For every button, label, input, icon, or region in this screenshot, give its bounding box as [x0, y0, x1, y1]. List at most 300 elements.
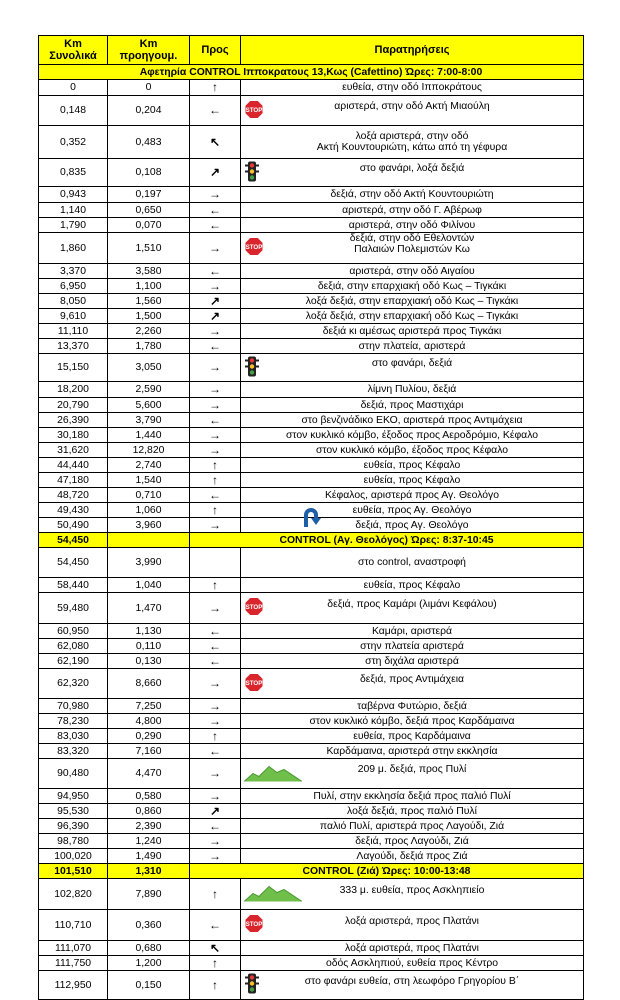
remarks-text: λοξά δεξιά, προς παλιό Πυλί: [347, 805, 477, 817]
cell-km-total: 59,480: [39, 593, 108, 624]
cell-km-total: 78,230: [39, 714, 108, 729]
remarks-text: ευθεία, στην οδό Ιπποκράτους: [342, 82, 482, 93]
table-row: [39, 413, 584, 428]
cell-km-total: 110,710: [39, 910, 108, 941]
cell-direction-arrow: ↑: [190, 971, 241, 1000]
cell-km-previous: 0,150: [108, 971, 190, 1000]
remarks-text: στον κυκλικό κόμβο, δεξιά προς Καρδάμαινα: [309, 715, 515, 727]
cell-km-previous: 3,790: [108, 413, 190, 428]
cell-remarks: [241, 744, 584, 759]
cell-km-previous: 3,050: [108, 354, 190, 382]
cell-direction-arrow: ↑: [190, 458, 241, 473]
table-row: [39, 80, 584, 96]
cell-km-total: 83,030: [39, 729, 108, 744]
cell-direction-arrow: ↑: [190, 80, 241, 96]
cell-remarks: [241, 578, 584, 593]
table-row: [39, 759, 584, 789]
cell-km-previous: 0,290: [108, 729, 190, 744]
table-row: [39, 126, 584, 159]
cell-km-total: 102,820: [39, 879, 108, 910]
cell-direction-arrow: →: [190, 187, 241, 203]
remarks-text: ευθεία, προς Κέφαλο: [363, 579, 461, 591]
cell-direction-arrow: ←: [190, 639, 241, 654]
cell-km-previous: 1,100: [108, 279, 190, 294]
cell-km-total: 0,835: [39, 159, 108, 187]
table-row: [39, 428, 584, 443]
cell-km-previous: 1,510: [108, 233, 190, 264]
remarks-text: δεξιά κι αμέσως αριστερά προς Τιγκάκι: [322, 325, 502, 337]
cell-km-previous: 3,990: [108, 548, 190, 578]
cell-km-total: 30,180: [39, 428, 108, 443]
remarks-text: ταβέρνα Φυτώριο, δεξιά: [357, 700, 467, 712]
table-row: [39, 473, 584, 488]
cell-direction-arrow: ←: [190, 624, 241, 639]
cell-km-previous: 4,800: [108, 714, 190, 729]
cell-km-total: 94,950: [39, 789, 108, 804]
remarks-text: δεξιά, προς Αγ. Θεολόγο: [355, 519, 469, 531]
remarks-text: στο control, αναστροφή: [358, 557, 466, 568]
cell-km-previous: 7,890: [108, 879, 190, 910]
cell-direction-arrow: ←: [190, 264, 241, 279]
remarks-text: δεξιά, στην οδό Εθελοντών Παλαιών Πολεμιστών Κω: [349, 233, 475, 255]
remarks-text: ευθεία, προς Κέφαλο: [363, 459, 461, 471]
table-row: [39, 819, 584, 834]
cell-km-previous: 0,580: [108, 789, 190, 804]
cell-km-total: 62,320: [39, 669, 108, 699]
cell-remarks: [241, 669, 584, 699]
table-row: [39, 971, 584, 1000]
cell-km-previous: 0,483: [108, 126, 190, 159]
cell-remarks: [241, 789, 584, 804]
remarks-text: δεξιά, προς Μαστιχάρι: [360, 399, 464, 411]
table-row: [39, 910, 584, 941]
cell-km-previous: 1,200: [108, 956, 190, 971]
cell-km-total: 96,390: [39, 819, 108, 834]
cell-direction-arrow: →: [190, 324, 241, 339]
cell-km-total: 0,943: [39, 187, 108, 203]
cell-km-total: 49,430: [39, 503, 108, 518]
cell-km-total: 60,950: [39, 624, 108, 639]
table-row: [39, 639, 584, 654]
cell-remarks: [241, 849, 584, 864]
remarks-text: στην πλατεία, αριστερά: [358, 340, 466, 352]
control-band-row: [39, 864, 584, 879]
band-km-total: 101,510: [39, 864, 108, 879]
cell-km-total: 111,750: [39, 956, 108, 971]
header-remarks: Παρατηρήσεις: [241, 36, 584, 65]
cell-direction-arrow: ←: [190, 488, 241, 503]
header-direction: Προς: [190, 36, 241, 65]
cell-direction-arrow: ←: [190, 96, 241, 126]
cell-km-total: 8,050: [39, 294, 108, 309]
cell-km-total: 1,860: [39, 233, 108, 264]
cell-remarks: [241, 159, 584, 187]
cell-km-previous: 0,070: [108, 218, 190, 233]
cell-remarks: [241, 264, 584, 279]
table-row: [39, 382, 584, 398]
cell-direction-arrow: ←: [190, 413, 241, 428]
remarks-text: λοξά αριστερά, στην οδό Ακτή Κουντουριώτη, κάτω από τη γέφυρα: [316, 131, 508, 153]
remarks-text: στην πλατεία αριστερά: [360, 640, 464, 652]
cell-km-previous: 0,204: [108, 96, 190, 126]
remarks-text: στο βενζινάδικο ΕΚΟ, αριστερά προς Αντιμάχεια: [301, 414, 523, 426]
table-row: [39, 714, 584, 729]
table-row: [39, 699, 584, 714]
cell-km-total: 62,080: [39, 639, 108, 654]
remarks-text: δεξιά, στην οδό Ακτή Κουντουριώτη: [330, 189, 494, 200]
table-header-row: [39, 36, 584, 65]
svg-text:STOP: STOP: [245, 679, 263, 687]
cell-km-total: 0: [39, 80, 108, 96]
cell-remarks: [241, 819, 584, 834]
cell-remarks: [241, 382, 584, 398]
cell-remarks: [241, 639, 584, 654]
cell-km-total: 26,390: [39, 413, 108, 428]
table-row: [39, 159, 584, 187]
remarks-text: στη διχάλα αριστερά: [365, 655, 459, 667]
cell-km-previous: 12,820: [108, 443, 190, 458]
remarks-text: Κέφαλος, αριστερά προς Αγ. Θεολόγο: [324, 489, 500, 501]
cell-remarks: [241, 759, 584, 789]
cell-km-total: 54,450: [39, 548, 108, 578]
cell-remarks: [241, 428, 584, 443]
cell-direction-arrow: →: [190, 759, 241, 789]
table-row: [39, 354, 584, 382]
band-title: CONTROL (Ζιά) Ώρες: 10:00-13:48: [190, 864, 584, 879]
remarks-text: ευθεία, προς Κέφαλο: [363, 474, 461, 486]
cell-km-previous: 7,250: [108, 699, 190, 714]
cell-km-total: 0,148: [39, 96, 108, 126]
cell-km-previous: 2,390: [108, 819, 190, 834]
cell-direction-arrow: ←: [190, 339, 241, 354]
table-row: [39, 669, 584, 699]
cell-remarks: [241, 279, 584, 294]
cell-remarks: [241, 488, 584, 503]
cell-km-total: 44,440: [39, 458, 108, 473]
remarks-text: λοξά αριστερά, προς Πλατάνι: [345, 942, 479, 954]
cell-remarks: [241, 187, 584, 203]
cell-remarks: [241, 910, 584, 941]
cell-km-previous: 1,780: [108, 339, 190, 354]
table-row: [39, 593, 584, 624]
cell-km-total: 98,780: [39, 834, 108, 849]
table-row: [39, 203, 584, 218]
remarks-text: 209 μ. δεξιά, προς Πυλί: [357, 764, 467, 775]
svg-text:STOP: STOP: [245, 604, 263, 612]
cell-direction-arrow: ↗: [190, 804, 241, 819]
cell-direction-arrow: ↖: [190, 126, 241, 159]
table-row: [39, 624, 584, 639]
remarks-text: λοξά δεξιά, στην επαρχιακή οδό Κως – Τιγκάκι: [305, 310, 519, 322]
cell-km-total: 1,140: [39, 203, 108, 218]
cell-km-previous: 2,590: [108, 382, 190, 398]
cell-remarks: [241, 294, 584, 309]
table-row: [39, 279, 584, 294]
remarks-text: στον κυκλικό κόμβο, έξοδος προς Κέφαλο: [315, 444, 509, 456]
cell-km-total: 83,320: [39, 744, 108, 759]
cell-remarks: [241, 413, 584, 428]
cell-direction-arrow: →: [190, 714, 241, 729]
cell-km-total: 62,190: [39, 654, 108, 669]
cell-km-previous: 1,470: [108, 593, 190, 624]
cell-km-previous: 0: [108, 80, 190, 96]
cell-km-previous: 1,240: [108, 834, 190, 849]
cell-km-total: 1,790: [39, 218, 108, 233]
svg-text:STOP: STOP: [245, 106, 263, 114]
cell-km-total: 100,020: [39, 849, 108, 864]
cell-km-previous: 5,600: [108, 398, 190, 413]
cell-km-previous: 1,440: [108, 428, 190, 443]
cell-remarks: [241, 96, 584, 126]
cell-remarks: [241, 324, 584, 339]
table-row: [39, 578, 584, 593]
table-row: [39, 96, 584, 126]
cell-remarks: [241, 218, 584, 233]
cell-km-previous: 0,110: [108, 639, 190, 654]
table-row: [39, 443, 584, 458]
cell-remarks: [241, 233, 584, 264]
u-turn-icon: [300, 506, 322, 530]
cell-km-total: 47,180: [39, 473, 108, 488]
table-row: [39, 339, 584, 354]
cell-direction-arrow: →: [190, 518, 241, 533]
svg-text:STOP: STOP: [245, 244, 263, 252]
table-row: [39, 744, 584, 759]
cell-km-total: 58,440: [39, 578, 108, 593]
cell-remarks: [241, 309, 584, 324]
remarks-text: Λαγούδι, δεξιά προς Ζιά: [356, 850, 468, 862]
cell-direction-arrow: →: [190, 789, 241, 804]
cell-direction-arrow: →: [190, 354, 241, 382]
table-row: [39, 187, 584, 203]
cell-direction-arrow: [190, 548, 241, 578]
table-row: [39, 324, 584, 339]
cell-remarks: [241, 941, 584, 956]
cell-km-total: 11,110: [39, 324, 108, 339]
cell-direction-arrow: →: [190, 428, 241, 443]
table-row: [39, 548, 584, 578]
table-row: [39, 488, 584, 503]
table-row: [39, 398, 584, 413]
cell-km-previous: 0,710: [108, 488, 190, 503]
cell-remarks: [241, 473, 584, 488]
table-row: [39, 849, 584, 864]
remarks-text: δεξιά, προς Αντιμάχεια: [359, 674, 465, 685]
cell-direction-arrow: →: [190, 382, 241, 398]
cell-remarks: [241, 126, 584, 159]
cell-direction-arrow: ←: [190, 203, 241, 218]
remarks-text: Πυλί, στην εκκλησία δεξιά προς παλιό Πυλί: [313, 790, 511, 802]
table-row: [39, 834, 584, 849]
cell-km-total: 6,950: [39, 279, 108, 294]
cell-direction-arrow: ←: [190, 744, 241, 759]
svg-text:STOP: STOP: [245, 921, 263, 929]
cell-km-previous: 1,060: [108, 503, 190, 518]
cell-direction-arrow: →: [190, 279, 241, 294]
table-row: [39, 294, 584, 309]
cell-remarks: [241, 624, 584, 639]
table-row: [39, 804, 584, 819]
cell-km-total: 70,980: [39, 699, 108, 714]
table-row: [39, 956, 584, 971]
remarks-text: Καμάρι, αριστερά: [371, 625, 453, 637]
cell-km-previous: 3,960: [108, 518, 190, 533]
cell-remarks: [241, 879, 584, 910]
control-band-row: [39, 533, 584, 548]
cell-km-previous: 0,680: [108, 941, 190, 956]
remarks-text: στον κυκλικό κόμβο, έξοδος προς Αεροδρόμιο, Κέφαλο: [285, 429, 539, 441]
cell-km-total: 111,070: [39, 941, 108, 956]
remarks-text: οδός Ασκληπιού, ευθεία προς Κέντρο: [325, 957, 499, 969]
remarks-text: στο φανάρι, λοξά δεξιά: [359, 163, 465, 174]
cell-direction-arrow: →: [190, 443, 241, 458]
cell-direction-arrow: ←: [190, 218, 241, 233]
cell-km-total: 95,530: [39, 804, 108, 819]
table-row: [39, 458, 584, 473]
cell-remarks: [241, 654, 584, 669]
cell-remarks: [241, 699, 584, 714]
cell-km-total: 20,790: [39, 398, 108, 413]
cell-direction-arrow: ↑: [190, 473, 241, 488]
cell-remarks: [241, 458, 584, 473]
route-body: [39, 65, 584, 1000]
cell-direction-arrow: ↑: [190, 503, 241, 518]
table-row: [39, 729, 584, 744]
cell-km-total: 9,610: [39, 309, 108, 324]
remarks-text: στο φανάρι ευθεία, στη λεωφόρο Γρηγορίου Β΄: [304, 975, 520, 987]
cell-direction-arrow: ↑: [190, 578, 241, 593]
header-km-total: Km Συνολικά: [39, 36, 108, 65]
control-band-row: [39, 65, 584, 80]
cell-km-previous: 3,580: [108, 264, 190, 279]
table-row: [39, 309, 584, 324]
cell-remarks: [241, 518, 584, 533]
cell-direction-arrow: →: [190, 233, 241, 264]
remarks-text: ευθεία, προς Αγ. Θεολόγο: [352, 504, 472, 516]
cell-km-previous: 0,650: [108, 203, 190, 218]
remarks-text: Καρδάμαινα, αριστερά στην εκκλησία: [326, 745, 498, 757]
cell-km-previous: 7,160: [108, 744, 190, 759]
cell-direction-arrow: →: [190, 849, 241, 864]
band-title: Αφετηρία CONTROL Ιπποκρατους 13,Κως (Cafettino) Ώρες: 7:00-8:00: [39, 65, 584, 80]
cell-direction-arrow: ↗: [190, 294, 241, 309]
band-km-total: 54,450: [39, 533, 108, 548]
cell-direction-arrow: ↖: [190, 941, 241, 956]
cell-remarks: [241, 971, 584, 1000]
cell-km-total: 0,352: [39, 126, 108, 159]
band-title: CONTROL (Αγ. Θεολόγος) Ώρες: 8:37-10:45: [190, 533, 584, 548]
cell-remarks: [241, 80, 584, 96]
table-row: [39, 879, 584, 910]
cell-direction-arrow: ↑: [190, 729, 241, 744]
cell-km-total: 3,370: [39, 264, 108, 279]
cell-km-total: 50,490: [39, 518, 108, 533]
cell-direction-arrow: ←: [190, 910, 241, 941]
table-row: [39, 941, 584, 956]
cell-remarks: [241, 503, 584, 518]
remarks-text: λοξά αριστερά, προς Πλατάνι: [345, 915, 479, 927]
table-row: [39, 654, 584, 669]
cell-direction-arrow: ←: [190, 654, 241, 669]
cell-remarks: [241, 593, 584, 624]
cell-km-previous: 0,860: [108, 804, 190, 819]
cell-direction-arrow: →: [190, 669, 241, 699]
remarks-text: δεξιά, προς Λαγούδι, Ζιά: [355, 835, 469, 847]
cell-km-previous: 0,108: [108, 159, 190, 187]
cell-km-previous: 1,490: [108, 849, 190, 864]
cell-km-previous: 2,260: [108, 324, 190, 339]
cell-direction-arrow: ↑: [190, 879, 241, 910]
remarks-text: αριστερά, στην οδό Γ. Αβέρωφ: [342, 204, 482, 216]
cell-direction-arrow: →: [190, 699, 241, 714]
cell-direction-arrow: ↑: [190, 956, 241, 971]
cell-remarks: [241, 714, 584, 729]
remarks-text: στο φανάρι, δεξιά: [371, 358, 453, 369]
cell-km-total: 90,480: [39, 759, 108, 789]
cell-km-previous: 1,040: [108, 578, 190, 593]
cell-remarks: [241, 203, 584, 218]
route-table: [38, 35, 584, 1000]
cell-km-previous: 1,500: [108, 309, 190, 324]
remarks-text: αριστερά, στην οδό Ακτή Μιαούλη: [334, 101, 490, 112]
cell-km-total: 18,200: [39, 382, 108, 398]
cell-km-total: 15,150: [39, 354, 108, 382]
table-row: [39, 264, 584, 279]
cell-direction-arrow: ←: [190, 819, 241, 834]
cell-km-previous: 1,130: [108, 624, 190, 639]
cell-direction-arrow: ↗: [190, 159, 241, 187]
cell-direction-arrow: →: [190, 834, 241, 849]
table-row: [39, 218, 584, 233]
cell-remarks: [241, 834, 584, 849]
cell-km-previous: 0,130: [108, 654, 190, 669]
cell-km-total: 13,370: [39, 339, 108, 354]
cell-remarks: [241, 443, 584, 458]
remarks-text: λίμνη Πυλίου, δεξιά: [367, 384, 457, 395]
table-row: [39, 233, 584, 264]
band-km-previous: 1,310: [108, 864, 190, 879]
cell-remarks: [241, 804, 584, 819]
cell-km-previous: 1,560: [108, 294, 190, 309]
cell-km-total: 112,950: [39, 971, 108, 1000]
cell-km-previous: 2,740: [108, 458, 190, 473]
cell-direction-arrow: →: [190, 398, 241, 413]
header-km-previous: Km προηγουμ.: [108, 36, 190, 65]
cell-remarks: [241, 956, 584, 971]
cell-remarks: [241, 729, 584, 744]
cell-km-previous: 8,660: [108, 669, 190, 699]
remarks-text: 333 μ. ευθεία, προς Ασκληπιείο: [339, 884, 485, 896]
remarks-text: ευθεία, προς Καρδάμαινα: [353, 730, 471, 742]
cell-km-previous: 1,540: [108, 473, 190, 488]
remarks-text: αριστερά, στην οδό Φιλίνου: [348, 219, 476, 231]
remarks-text: δεξιά, προς Καμάρι (λιμάνι Κεφάλου): [327, 598, 497, 610]
remarks-text: αριστερά, στην οδό Αιγαίου: [349, 265, 475, 277]
remarks-text: παλιό Πυλί, αριστερά προς Λαγούδι, Ζιά: [319, 820, 505, 832]
cell-km-total: 48,720: [39, 488, 108, 503]
cell-remarks: [241, 339, 584, 354]
cell-km-previous: 0,360: [108, 910, 190, 941]
remarks-text: δεξιά, στην επαρχιακή οδό Κως – Τιγκάκι: [317, 280, 507, 292]
cell-remarks: [241, 548, 584, 578]
table-row: [39, 789, 584, 804]
cell-km-previous: 0,197: [108, 187, 190, 203]
cell-direction-arrow: ↗: [190, 309, 241, 324]
cell-direction-arrow: →: [190, 593, 241, 624]
cell-km-total: 31,620: [39, 443, 108, 458]
cell-remarks: [241, 354, 584, 382]
remarks-text: λοξά δεξιά, στην επαρχιακή οδό Κως – Τιγκάκι: [305, 295, 519, 307]
